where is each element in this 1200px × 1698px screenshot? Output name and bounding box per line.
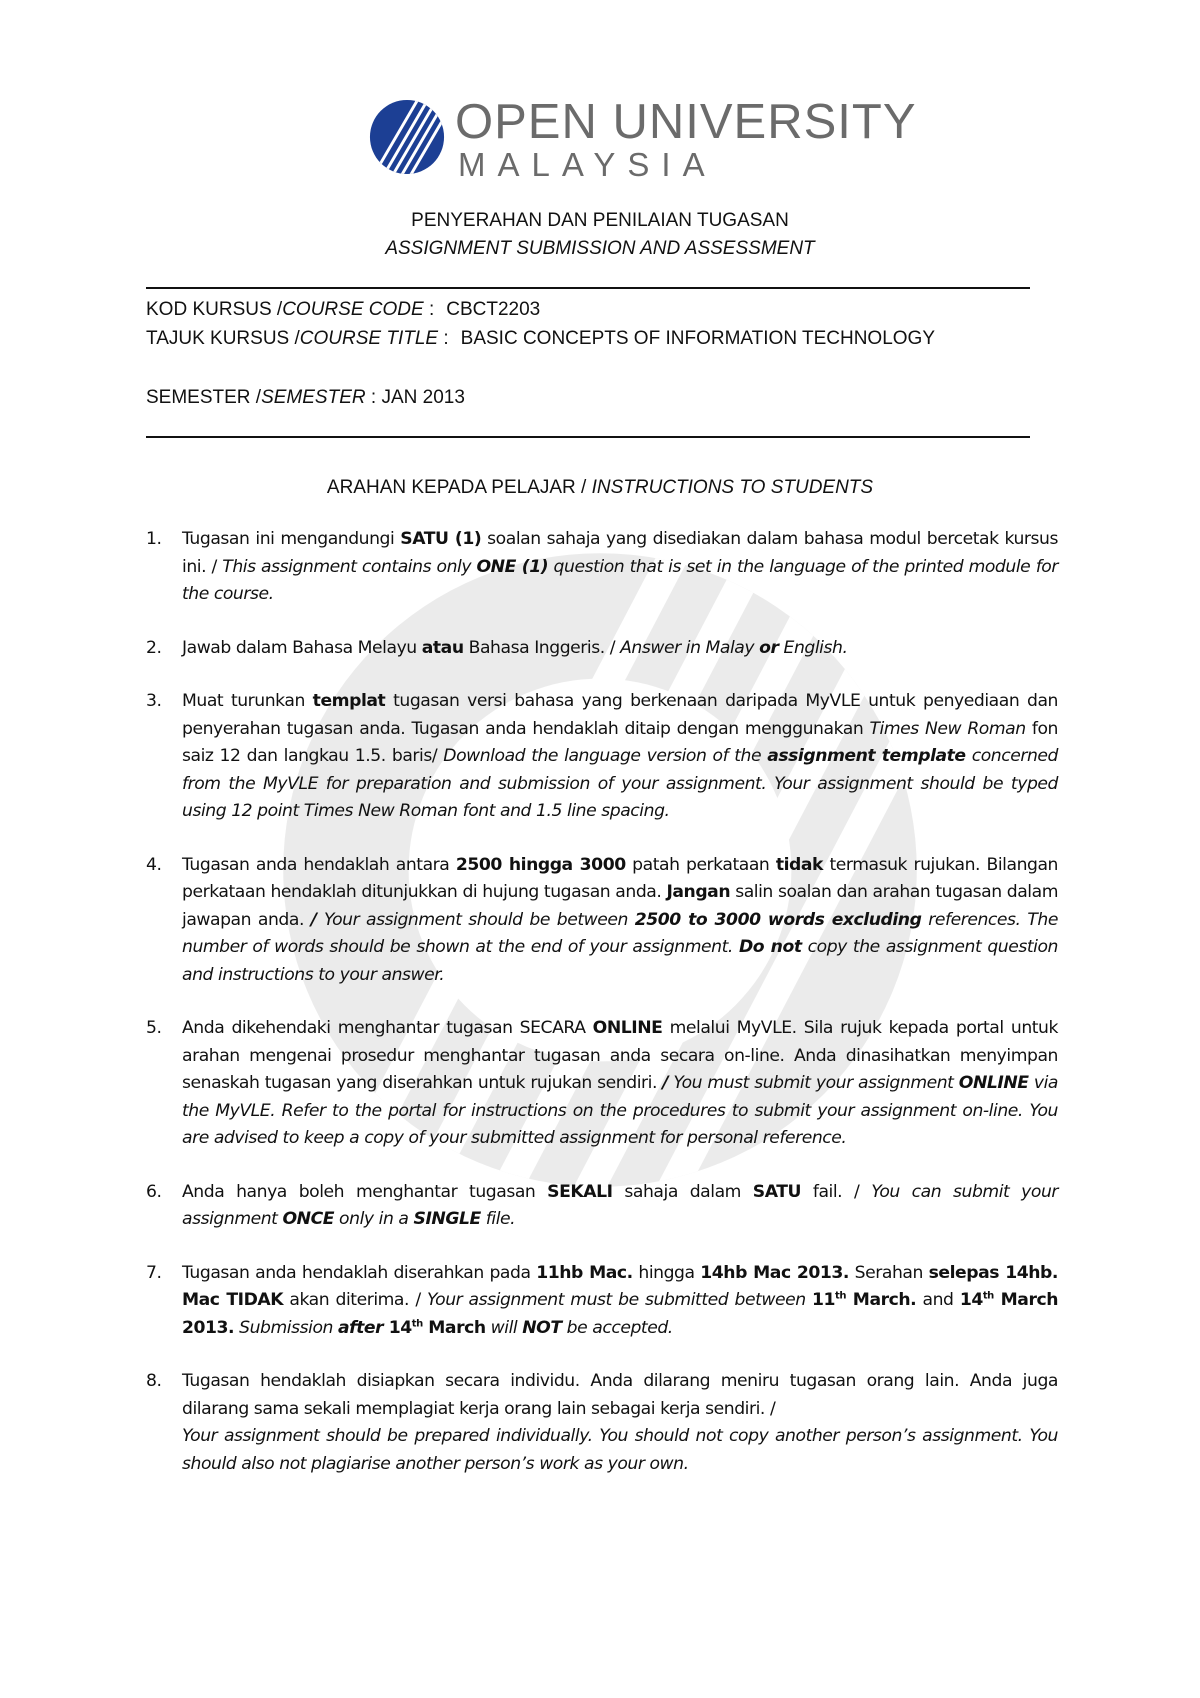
instruction-item-8 — [146, 1368, 1058, 1478]
instruction-2-bold: atau — [421, 637, 464, 658]
instruction-7-bold: 14hb Mac 2013. — [700, 1262, 849, 1283]
document-title-malay: PENYERAHAN DAN PENILAIAN TUGASAN — [411, 210, 789, 231]
instruction-5-translation: You must submit your assignment — [668, 1073, 959, 1093]
instruction-7-bold: selepas 14hb. Mac TIDAK — [182, 1262, 1058, 1310]
instruction-7-date: 14 — [959, 1290, 983, 1310]
instruction-7-ordinal: th — [982, 1290, 994, 1302]
instruction-7-ordinal: th — [411, 1317, 423, 1329]
instruction-6-translation-bold: SINGLE — [413, 1209, 481, 1229]
university-emblem-icon — [368, 98, 446, 176]
instruction-1-text: soalan sahaja yang disediakan dalam bahasa modul bercetak kursus ini. / — [182, 529, 1058, 577]
instruction-7-date: March 2013. — [182, 1290, 1059, 1338]
instruction-4-text: termasuk rujukan. Bilangan perkataan hendaklah ditunjukkan di hujung tugasan anda. — [182, 854, 1058, 902]
logo-text-line1: OPEN UNIVERSITY — [455, 95, 917, 149]
instruction-4-slash: / — [310, 909, 324, 930]
instruction-4-text: patah perkataan — [625, 854, 776, 875]
course-code-label-malay: KOD KURSUS / — [146, 299, 283, 320]
course-title-value: BASIC CONCEPTS OF INFORMATION TECHNOLOGY — [460, 328, 935, 349]
semester-separator: : — [365, 387, 377, 408]
instruction-6-bold: SEKALI — [547, 1181, 613, 1202]
course-code-line — [146, 298, 540, 322]
instruction-5-bold: ONLINE — [592, 1018, 663, 1038]
instruction-8-text: Tugasan hendaklah disiapkan secara individu. Anda dilarang meniru tugasan orang lain. Anda juga dilarang sama sekali memplagiat kerja orang lain sebagai kerja sendiri. / — [182, 1371, 1058, 1419]
instruction-4-translation: Your assignment should be between — [323, 909, 635, 930]
instruction-6-text: sahaja dalam — [612, 1181, 753, 1202]
course-title-separator: : — [438, 328, 449, 349]
instruction-7-text: and — [916, 1290, 960, 1310]
instruction-2-translation-bold: or — [759, 637, 779, 658]
instruction-3-font-name: Times New Roman — [869, 718, 1026, 739]
instruction-4-bold: tidak — [775, 854, 824, 875]
logo-text-line2: MALAYSIA — [458, 146, 717, 183]
instruction-7-translation: will — [485, 1317, 523, 1338]
instruction-5-translation: via the MyVLE. Refer to the portal for instructions on the procedures to submit your assignment on-line. You are advised to keep a copy of your submitted assignment for personal reference. — [182, 1073, 1058, 1148]
instruction-4-translation-bold: Do not — [738, 937, 802, 957]
instruction-7-translation: Your assignment must be submitted between — [426, 1290, 812, 1310]
instruction-7-text: akan diterima. / — [283, 1290, 427, 1310]
instruction-3-translation: concerned from the MyVLE for preparation and submission of your assignment. Your assignment should be typed using 12 point Times New Roman font and 1.5 line spacing. — [182, 746, 1059, 821]
semester-line — [146, 386, 465, 410]
instruction-number-6: 6. — [146, 1181, 162, 1202]
instruction-8-translation: Your assignment should be prepared individually. You should not copy another person’s assignment. You should also not plagiarise another person’s work as your own. — [182, 1426, 1058, 1474]
instruction-7-text: Tugasan anda hendaklah diserahkan pada — [182, 1262, 537, 1283]
instruction-7-text: hingga — [632, 1262, 701, 1283]
instruction-7-translation: be accepted. — [561, 1317, 673, 1338]
instructions-list — [146, 526, 1058, 1478]
instructions-heading — [0, 476, 1200, 500]
instruction-number-8: 8. — [146, 1371, 162, 1391]
instruction-item-4 — [146, 852, 1058, 990]
instruction-7-translation: Submission — [234, 1317, 338, 1338]
instruction-1-text: Tugasan ini mengandungi — [182, 529, 401, 549]
semester-value: JAN 2013 — [381, 387, 465, 408]
instruction-4-translation: references. The number of words should be shown at the end of your assignment. — [182, 909, 1058, 957]
instruction-6-translation: file. — [480, 1209, 516, 1229]
instruction-3-text: Muat turunkan — [182, 691, 313, 711]
instruction-6-translation: only in a — [334, 1209, 414, 1229]
document-title-english: ASSIGNMENT SUBMISSION AND ASSESSMENT — [385, 238, 815, 259]
instruction-2-text: Bahasa Inggeris. / — [463, 637, 621, 658]
instruction-6-text: Anda hanya boleh menghantar tugasan — [182, 1181, 548, 1202]
instruction-5-text: Anda dikehendaki menghantar tugasan SECARA — [182, 1018, 593, 1038]
instruction-4-translation: copy the assignment question and instructions to your answer. — [182, 937, 1058, 985]
semester-label-malay: SEMESTER / — [146, 387, 262, 408]
instruction-6-translation: You can submit your assignment — [182, 1181, 1059, 1229]
instruction-4-text: salin soalan dan arahan tugasan dalam jawapan anda. — [182, 882, 1058, 930]
divider-bottom — [146, 436, 1030, 438]
instruction-item-7 — [146, 1260, 1058, 1343]
course-title-label-english: COURSE TITLE — [299, 328, 439, 349]
instruction-item-3 — [146, 688, 1058, 826]
instruction-6-text: fail. / — [801, 1181, 872, 1202]
instruction-2-text: Jawab dalam Bahasa Melayu — [182, 637, 422, 658]
instruction-5-slash: / — [662, 1073, 669, 1093]
semester-label-english: SEMESTER — [261, 387, 366, 408]
instruction-7-date: March — [422, 1317, 486, 1338]
course-code-value: CBCT2203 — [446, 299, 541, 320]
instruction-7-translation-bold: after — [337, 1317, 384, 1338]
instruction-3-text: tugasan versi bahasa yang berkenaan daripada MyVLE untuk penyediaan dan penyerahan tugasan anda. Tugasan anda hendaklah ditaip dengan menggunakan — [182, 691, 1058, 739]
instruction-7-date: March. — [845, 1290, 917, 1310]
instruction-number-3: 3. — [146, 691, 162, 711]
instructions-heading-english: INSTRUCTIONS TO STUDENTS — [591, 477, 874, 498]
instruction-number-4: 4. — [146, 854, 162, 875]
instruction-1-bold: SATU (1) — [400, 529, 482, 549]
instruction-3-text: fon saiz 12 dan langkau 1.5. baris/ — [182, 718, 1059, 766]
instruction-6-translation-bold: ONCE — [282, 1209, 335, 1229]
course-title-line — [146, 327, 935, 351]
instruction-6-bold: SATU — [752, 1181, 802, 1202]
instruction-number-2: 2. — [146, 637, 162, 658]
divider-top — [146, 287, 1030, 289]
instruction-4-bold: Jangan — [666, 882, 731, 902]
instruction-7-bold: 11hb Mac. — [536, 1262, 633, 1283]
instruction-4-text: Tugasan anda hendaklah antara — [182, 854, 456, 875]
instruction-3-translation-bold: assignment template — [767, 746, 966, 766]
instruction-5-text: melalui MyVLE. Sila rujuk kepada portal untuk arahan mengenai prosedur menghantar tugasan anda secara on-line. Anda dinasihatkan menyimpan senaskah tugasan yang diserahkan untuk rujukan sendiri. — [182, 1018, 1058, 1093]
instruction-1-translation: question that is set in the language of the printed module for the course. — [182, 556, 1058, 604]
instruction-7-text: Serahan — [849, 1262, 929, 1283]
instruction-5-translation-bold: ONLINE — [958, 1073, 1029, 1093]
instruction-7-translation-bold: NOT — [522, 1317, 562, 1338]
instruction-3-translation: Download the language version of the — [443, 746, 768, 766]
instruction-2-translation: English. — [778, 637, 848, 658]
instruction-number-7: 7. — [146, 1262, 162, 1283]
course-code-separator: : — [423, 299, 435, 320]
course-title-label-malay: TAJUK KURSUS / — [146, 328, 300, 349]
university-logo — [368, 95, 917, 186]
instruction-item-6 — [146, 1179, 1058, 1234]
instruction-item-2 — [146, 635, 1058, 663]
instruction-4-bold: 2500 hingga 3000 — [455, 854, 626, 875]
instruction-2-translation: Answer in Malay — [620, 637, 760, 658]
instructions-heading-malay: ARAHAN KEPADA PELAJAR / — [326, 477, 592, 498]
instruction-7-date: 14 — [383, 1317, 412, 1338]
instruction-number-5: 5. — [146, 1018, 162, 1038]
instruction-item-1 — [146, 526, 1058, 609]
instruction-item-5 — [146, 1015, 1058, 1153]
instruction-7-ordinal: th — [834, 1290, 846, 1302]
instruction-number-1: 1. — [146, 529, 162, 549]
instruction-1-translation: This assignment contains only — [222, 556, 477, 577]
instruction-7-date: 11 — [811, 1290, 835, 1310]
instruction-4-translation-bold: 2500 to 3000 words excluding — [634, 909, 922, 930]
instruction-1-translation-bold: ONE (1) — [476, 556, 549, 577]
course-code-label-english: COURSE CODE — [282, 299, 424, 320]
instruction-3-bold: templat — [312, 691, 386, 711]
